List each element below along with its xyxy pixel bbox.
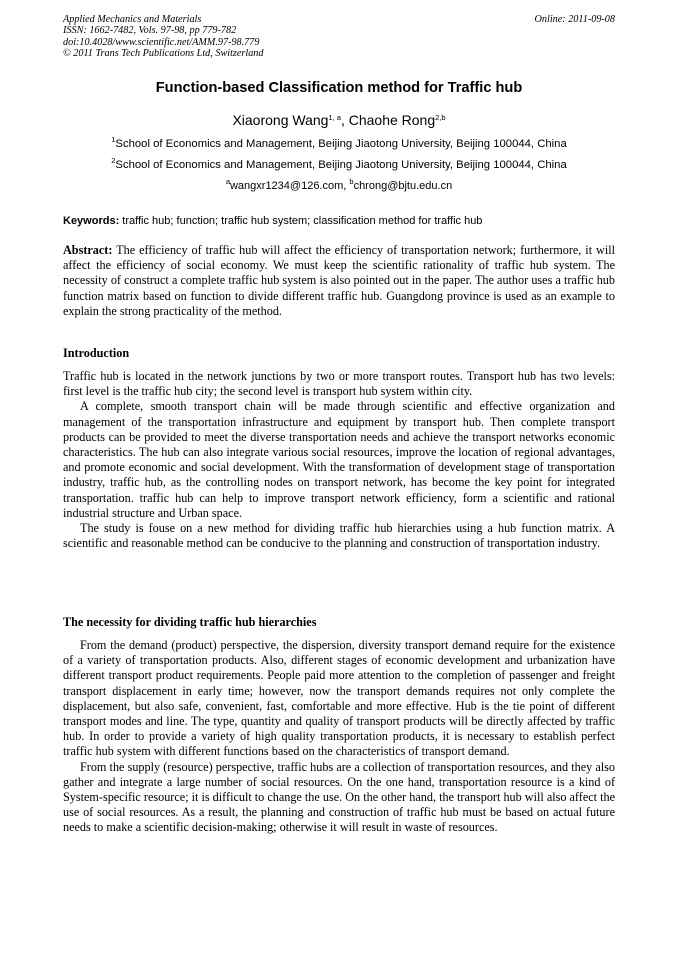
abstract-text: The efficiency of traffic hub will affect the efficiency of transportation network; furthermore, it will affect the efficiency of social economy. We must keep the scientific rationality of traffic hub system. The necessity of construct a complete traffic hub system is also pointed out in the paper. The author uses a traffic hub function matrix based on function to divide different traffic hub. Guangdong province is used as an example to explain the strong practicality of the method. (63, 243, 615, 318)
affiliation-1 (0, 135, 678, 150)
journal-header (63, 14, 615, 60)
email-link: chrong@bjtu.edu.cn (353, 180, 453, 192)
paragraph: From the demand (product) perspective, the dispersion, diversity transport demand require for the existence of a variety of transportation products. Also, different stages of economic development and urbanization have different transport product requirements. People paid more attention to the completion of passenger and freight transport displacement in early time; however, now the transport demands requires not only complete the displacement, but also safe, convenient, fast, comfortable and more effective. Hub is the tie point of different transport modes and line. The type, quantity and quality of transport products will be directly affected by traffic hub. In order to provide a variety of high quality transportation products, it is necessary to establish perfect traffic hub system with different functions based on the characteristics of transport demand. (63, 638, 615, 759)
introduction-section (63, 369, 615, 551)
email-marker: b (349, 177, 354, 186)
abstract-label: Abstract: (63, 243, 113, 257)
keywords-text: traffic hub; function; traffic hub system; classification method for traffic hub (119, 215, 483, 227)
journal-name: Applied Mechanics and Materials (63, 14, 202, 25)
affiliation-marker: 1 (111, 135, 116, 144)
abstract (63, 243, 615, 319)
affiliation-text: School of Economics and Management, Beijing Jiaotong University, Beijing 100044, China (115, 138, 567, 150)
author-affiliation-marker: 1, a (328, 113, 341, 122)
author-separator: , (340, 112, 349, 128)
keywords (63, 215, 623, 227)
paragraph: A complete, smooth transport chain will be made through scientific and effective organization and management of the transportation infrastructure and equipment by transport hub. Then complete transport products can be provided to meet the diverse transportation needs and achieve the transport networks economic characteristics. The hub can also integrate various social resources, improve the location of regional advantages, and promote economic and social development. With the transformation of development stage of transportation industry, traffic hub, as the controlling nodes on transport network, has become the key point for integrated transportation. traffic hub can help to improve transport network efficiency, form a scientific and rational industrial structure and Urban space. (63, 399, 615, 520)
keywords-label: Keywords: (63, 215, 120, 227)
issn-line: ISSN: 1662-7482, Vols. 97-98, pp 779-782 (63, 25, 237, 37)
necessity-section (63, 638, 615, 836)
abstract-paragraph (63, 243, 615, 319)
doi-line: doi:10.4028/www.scientific.net/AMM.97-98.779 (63, 36, 260, 48)
author-emails (0, 177, 678, 192)
author-name: Chaohe Rong (348, 112, 436, 128)
author-name: Xiaorong Wang (232, 112, 329, 128)
paragraph: Traffic hub is located in the network junctions by two or more transport routes. Transport hub has two levels: first level is the traffic hub city; the second level is transport hub system within city. (63, 369, 615, 399)
paragraph: From the supply (resource) perspective, traffic hubs are a collection of transportation resources, and they also gather and integrate a large number of social resources. On the one hand, transportation resource is a kind of System-specific resource; it is difficult to change the use. On the other hand, the transport hub will also affect the use of social resources. As a result, the planning and construction of traffic hub must be based on actual future needs to make a scientific decision-making; otherwise it will result in waste of resources. (63, 759, 615, 835)
online-date: Online: 2011-09-08 (534, 14, 615, 25)
affiliation-marker: 2 (111, 156, 116, 165)
author-line (0, 112, 678, 128)
section-heading: Introduction (63, 346, 130, 360)
copyright-line: © 2011 Trans Tech Publications Ltd, Switzerland (63, 48, 264, 60)
author-affiliation-marker: 2,b (435, 113, 446, 122)
email-link: wangxr1234@126.com, (229, 180, 350, 192)
section-heading: The necessity for dividing traffic hub hierarchies (63, 615, 317, 629)
paper-title: Function-based Classification method for Traffic hub (155, 80, 523, 96)
paragraph: The study is fouse on a new method for dividing traffic hub hierarchies using a hub function matrix. A scientific and reasonable method can be conducive to the planning and construction of transportation industry. (63, 521, 615, 551)
affiliation-2 (0, 156, 678, 171)
email-marker: a (225, 177, 230, 186)
affiliation-text: School of Economics and Management, Beijing Jiaotong University, Beijing 100044, China (115, 159, 567, 171)
